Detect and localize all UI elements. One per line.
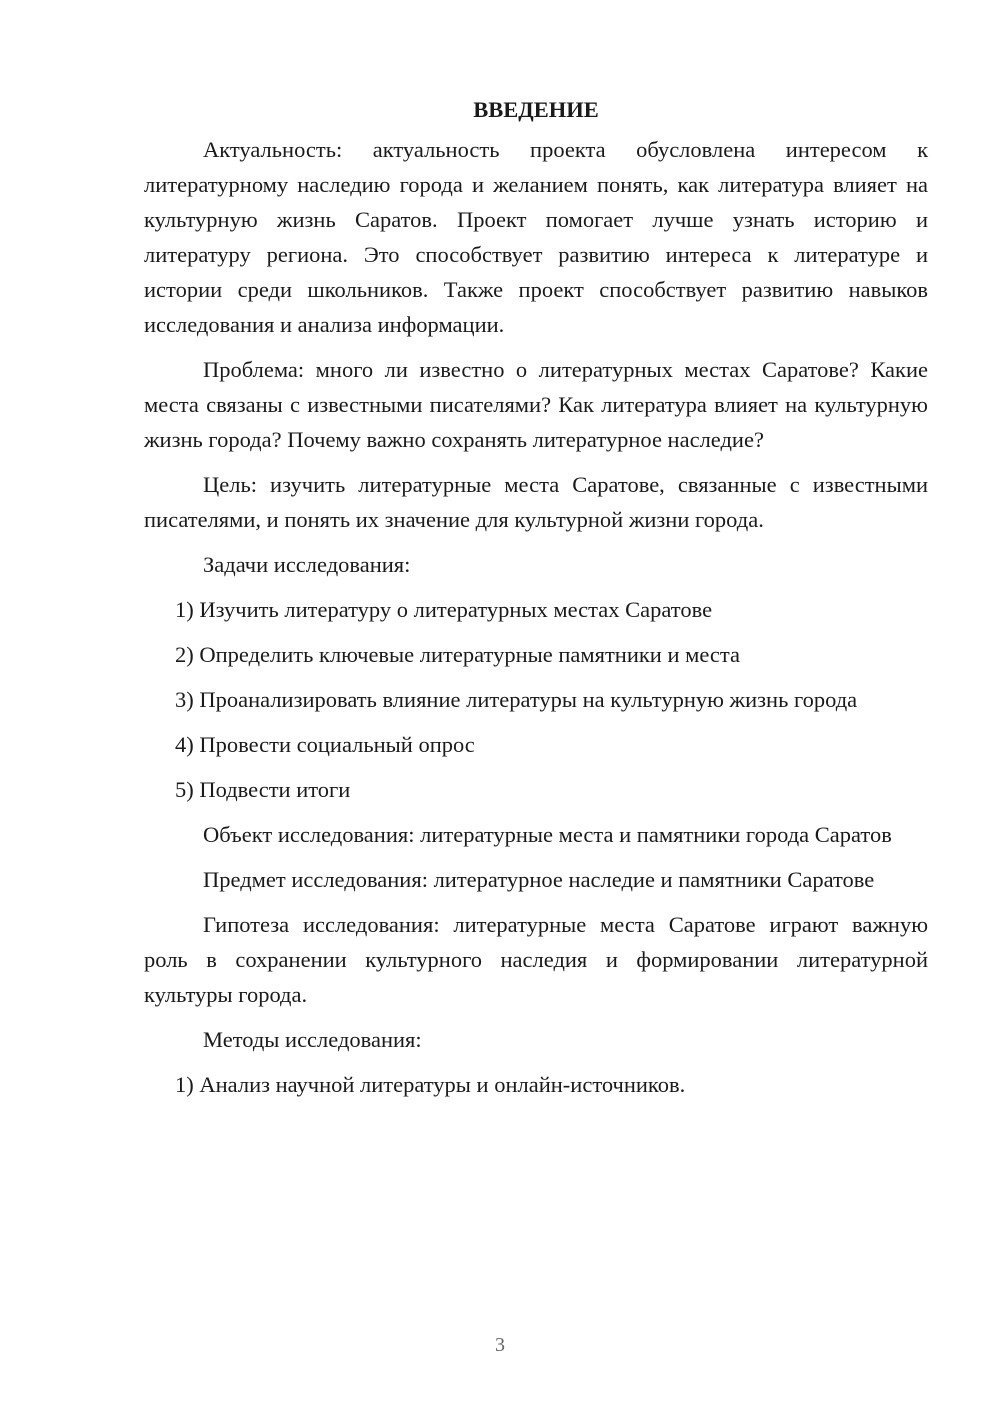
task-item-1: 1) Изучить литературу о литературных местах Саратове bbox=[175, 597, 713, 622]
goal-paragraph: Цель: изучить литературные места Саратове, связанные с известными писателями, и понять их значение для культурной жизни города. bbox=[144, 472, 928, 532]
subject-paragraph: Предмет исследования: литературное наследие и памятники Саратове bbox=[203, 867, 875, 892]
hypothesis-paragraph: Гипотеза исследования: литературные места Саратове играют важную роль в сохранении культурного наследия и формировании литературной культуры города. bbox=[144, 912, 928, 1007]
task-item-5: 5) Подвести итоги bbox=[175, 777, 351, 802]
section-title: ВВЕДЕНИЕ bbox=[473, 97, 599, 122]
page-number: 3 bbox=[495, 1334, 505, 1356]
object-paragraph: Объект исследования: литературные места и памятники города Саратов bbox=[203, 822, 892, 847]
document-page bbox=[144, 92, 928, 1112]
relevance-paragraph: Актуальность: актуальность проекта обусловлена интересом к литературному наследию города и желанием понять, как литература влияет на культурную жизнь Саратов. Проект помогает лучше узнать историю и литературу региона. Это способствует развитию интереса к литературе и истории среди школьников. Также проект способствует развитию навыков исследования и анализа информации. bbox=[144, 137, 928, 337]
tasks-heading: Задачи исследования: bbox=[203, 552, 411, 577]
task-item-2: 2) Определить ключевые литературные памятники и места bbox=[175, 642, 740, 667]
problem-paragraph: Проблема: много ли известно о литературных местах Саратове? Какие места связаны с известными писателями? Как литература влияет на культурную жизнь города? Почему важно сохранять литературное наследие? bbox=[144, 357, 928, 452]
methods-heading: Методы исследования: bbox=[203, 1027, 422, 1052]
task-item-3: 3) Проанализировать влияние литературы на культурную жизнь города bbox=[175, 687, 858, 712]
method-item-1: 1) Анализ научной литературы и онлайн-источников. bbox=[175, 1072, 686, 1097]
task-item-4: 4) Провести социальный опрос bbox=[175, 732, 475, 757]
